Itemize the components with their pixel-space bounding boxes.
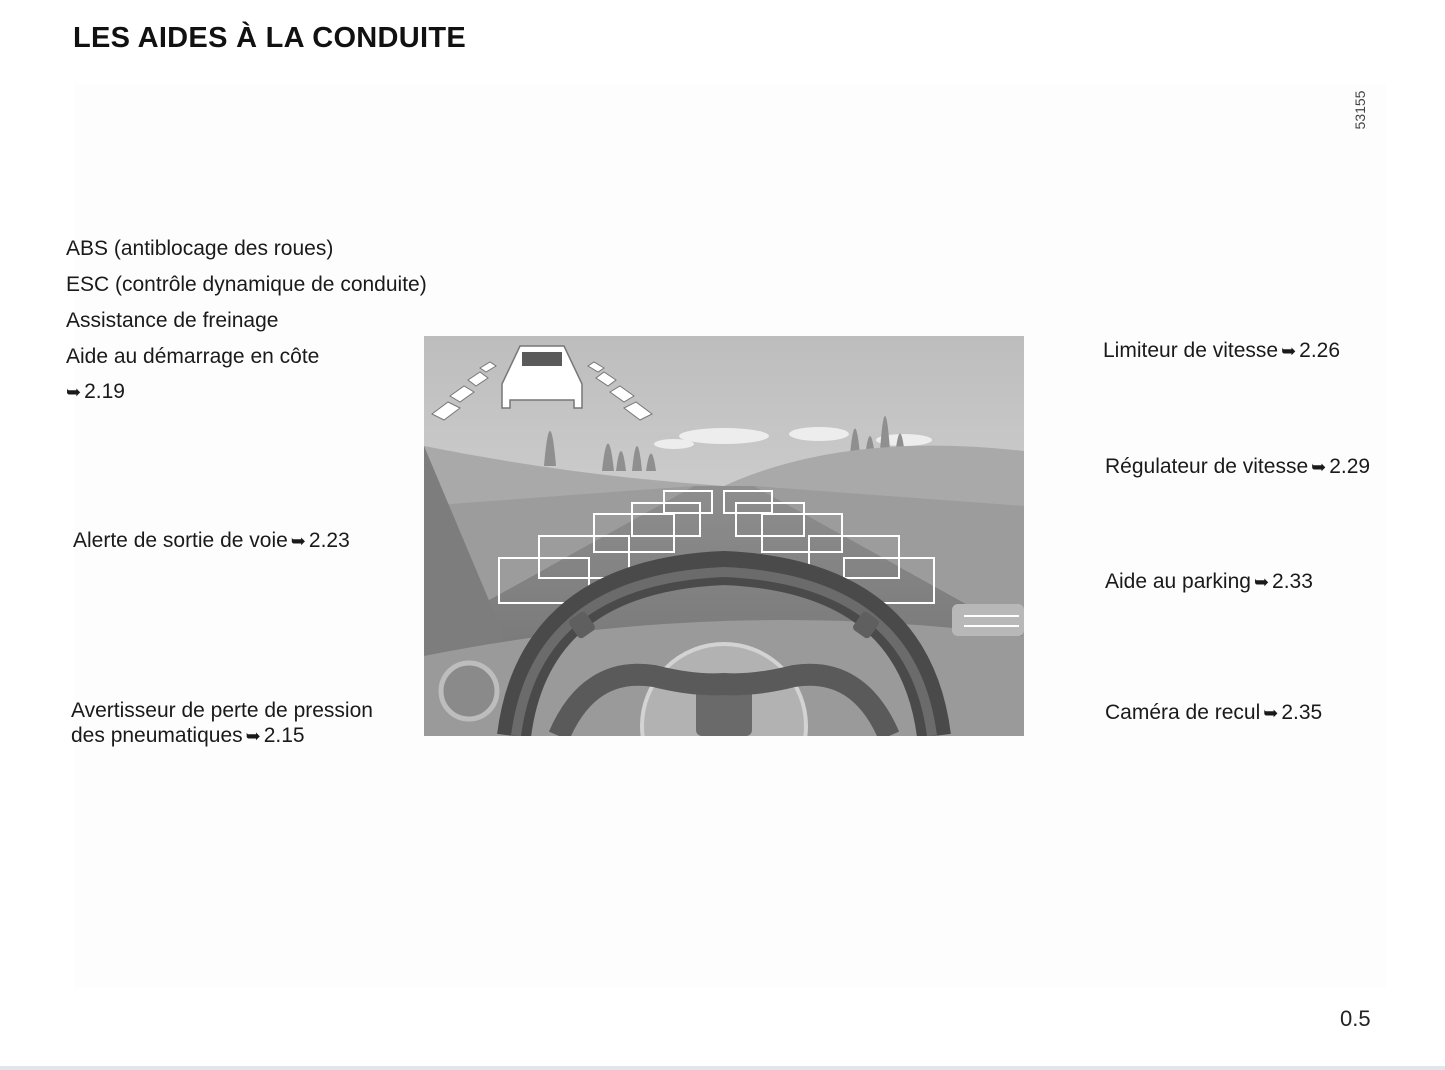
tyre-pressure-line1: Avertisseur de perte de pression bbox=[71, 699, 373, 722]
abs-label: ABS (antiblocage des roues) bbox=[66, 237, 334, 260]
lane-departure-alert[interactable] bbox=[73, 528, 350, 554]
speed-limiter-label: Limiteur de vitesse bbox=[1103, 339, 1279, 362]
page-title: LES AIDES À LA CONDUITE bbox=[73, 22, 467, 54]
speed-limiter-ref: 2.26 bbox=[1299, 339, 1341, 362]
figure-reference-code-text: 53155 bbox=[1352, 90, 1368, 130]
left-block-ref[interactable] bbox=[66, 379, 125, 405]
hill-start-label: Aide au démarrage en côte bbox=[66, 345, 320, 368]
round-vent bbox=[441, 663, 497, 719]
cruise-control-label: Régulateur de vitesse bbox=[1105, 455, 1309, 478]
arrow-right-icon: ➥ bbox=[1281, 341, 1297, 361]
figure-reference-code bbox=[1340, 90, 1380, 130]
cruise-control[interactable] bbox=[1105, 454, 1370, 480]
brake-assist-label: Assistance de freinage bbox=[66, 309, 279, 332]
driver-view-svg bbox=[424, 336, 1024, 736]
tyre-pressure-label: des pneumatiques bbox=[71, 724, 243, 747]
left-block-ref-number: 2.19 bbox=[84, 380, 125, 403]
lane-departure-ref: 2.23 bbox=[308, 529, 350, 552]
tyre-pressure-ref: 2.15 bbox=[263, 724, 305, 747]
parking-aid[interactable] bbox=[1105, 569, 1313, 595]
reversing-camera-label: Caméra de recul bbox=[1105, 701, 1261, 724]
arrow-right-icon: ➥ bbox=[1311, 457, 1327, 477]
arrow-right-icon: ➥ bbox=[245, 726, 261, 746]
parking-aid-label: Aide au parking bbox=[1105, 570, 1251, 593]
arrow-right-icon: ➥ bbox=[1263, 703, 1279, 723]
arrow-right-icon: ➥ bbox=[290, 531, 306, 551]
bottom-rule bbox=[0, 1066, 1445, 1070]
driver-view-illustration bbox=[424, 336, 1024, 736]
reversing-camera-ref: 2.35 bbox=[1281, 701, 1323, 724]
arrow-right-icon: ➥ bbox=[66, 382, 82, 402]
reversing-camera[interactable] bbox=[1105, 700, 1322, 726]
lane-departure-label: Alerte de sortie de voie bbox=[73, 529, 288, 552]
page-number: 0.5 bbox=[1340, 1006, 1371, 1031]
esc-label: ESC (contrôle dynamique de conduite) bbox=[66, 273, 427, 296]
parking-aid-ref: 2.33 bbox=[1272, 570, 1313, 593]
speed-limiter[interactable] bbox=[1103, 338, 1340, 364]
air-vent bbox=[952, 604, 1024, 636]
cruise-control-ref: 2.29 bbox=[1329, 455, 1371, 478]
arrow-right-icon: ➥ bbox=[1253, 572, 1270, 592]
tyre-pressure-line2[interactable] bbox=[71, 723, 305, 749]
